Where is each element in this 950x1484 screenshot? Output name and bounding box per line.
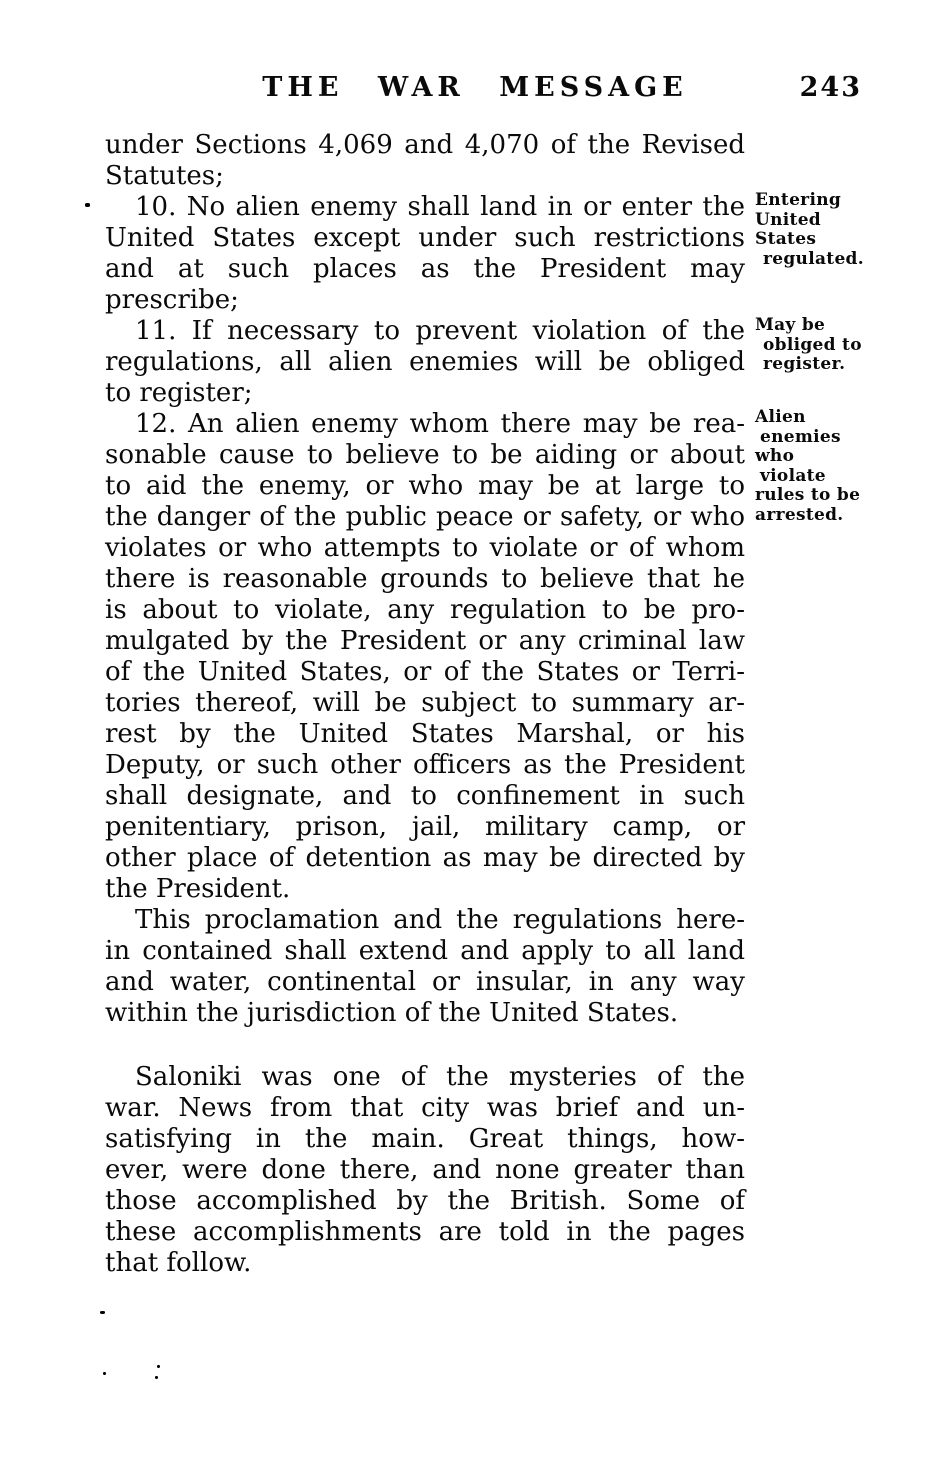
text-line: 11. If necessary to prevent violation of the [135,316,745,346]
text-line: to register; [105,378,253,408]
text-line: tories thereof, will be subject to summary ar- [105,688,745,718]
margin-note-line: violate [760,465,826,486]
scan-speck [155,1376,158,1379]
text-line: prescribe; [105,285,239,315]
text-line: penitentiary, prison, jail, military camp, or [105,812,745,842]
text-line: Deputy, or such other officers as the President [105,750,745,780]
text-line: Saloniki was one of the mysteries of the [135,1062,745,1092]
text-line: and at such places as the President may [105,254,745,284]
margin-note-line: enemies [760,426,841,447]
margin-note-line: May be [755,315,826,335]
text-line: that follow. [105,1248,252,1278]
text-line: shall designate, and to confinement in such [105,781,745,811]
text-line: mulgated by the President or any criminal law [105,626,745,656]
text-line: the danger of the public peace or safety, or who [105,502,745,532]
margin-note-line: regulated. [763,248,864,269]
text-line: violates or who attempts to violate or of whom [105,533,745,563]
scan-speck [103,1372,106,1375]
text-line: This proclamation and the regulations here- [135,905,745,935]
text-line: other place of detention as may be directed by [105,843,745,873]
text-line: satisfying in the main. Great things, how- [105,1124,745,1154]
text-line: ever, were done there, and none greater than [105,1155,745,1185]
main-text-column [105,130,745,1279]
margin-note-line: rules to be [755,485,861,505]
margin-note-alien-enemies-arrested [755,408,905,525]
text-line: under Sections 4,069 and 4,070 of the Revised [105,130,745,160]
text-line: in contained shall extend and apply to all land [105,936,745,966]
text-line: these accomplishments are told in the pages [105,1217,745,1247]
text-line: within the jurisdiction of the United States. [105,998,679,1028]
scan-speck [85,203,90,207]
page-number: 243 [799,72,862,103]
text-line: war. News from that city was brief and un- [105,1093,745,1123]
text-line: of the United States, or of the States or Terri- [105,657,745,687]
margin-note-line: arrested. [755,504,844,525]
margin-note-line: obliged to [763,334,862,355]
text-line: is about to violate, any regulation to be pro- [105,595,745,625]
text-line: and water, continental or insular, in any way [105,967,745,997]
text-line: rest by the United States Marshal, or his [105,719,745,749]
text-line: 10. No alien enemy shall land in or enter the [135,192,745,222]
margin-note-line: register. [763,354,846,374]
text-line: United States except under such restrictions [105,223,745,253]
text-line: regulations, all alien enemies will be obliged [105,347,745,377]
margin-note-line: Entering [755,190,842,210]
scan-speck [100,1311,105,1314]
text-line: the President. [105,874,291,904]
scan-speck [157,1365,160,1368]
text-line: those accomplished by the British. Some of [105,1186,745,1216]
margin-note-line: United [755,209,821,230]
margin-note-entering-us-regulated [755,191,905,269]
text-line: sonable cause to believe to be aiding or about [105,440,745,470]
text-line: Statutes; [105,161,224,191]
margin-note-line: States [755,229,817,249]
text-line: there is reasonable grounds to believe that he [105,564,745,594]
text-line: to aid the enemy, or who may be at large to [105,471,745,501]
running-head-title: THE WAR MESSAGE [262,72,688,103]
margin-note-line: Alien [755,407,806,427]
text-line: 12. An alien enemy whom there may be rea- [135,409,745,439]
margin-note-obliged-to-register [755,316,905,375]
margin-note-line: who [755,446,795,466]
